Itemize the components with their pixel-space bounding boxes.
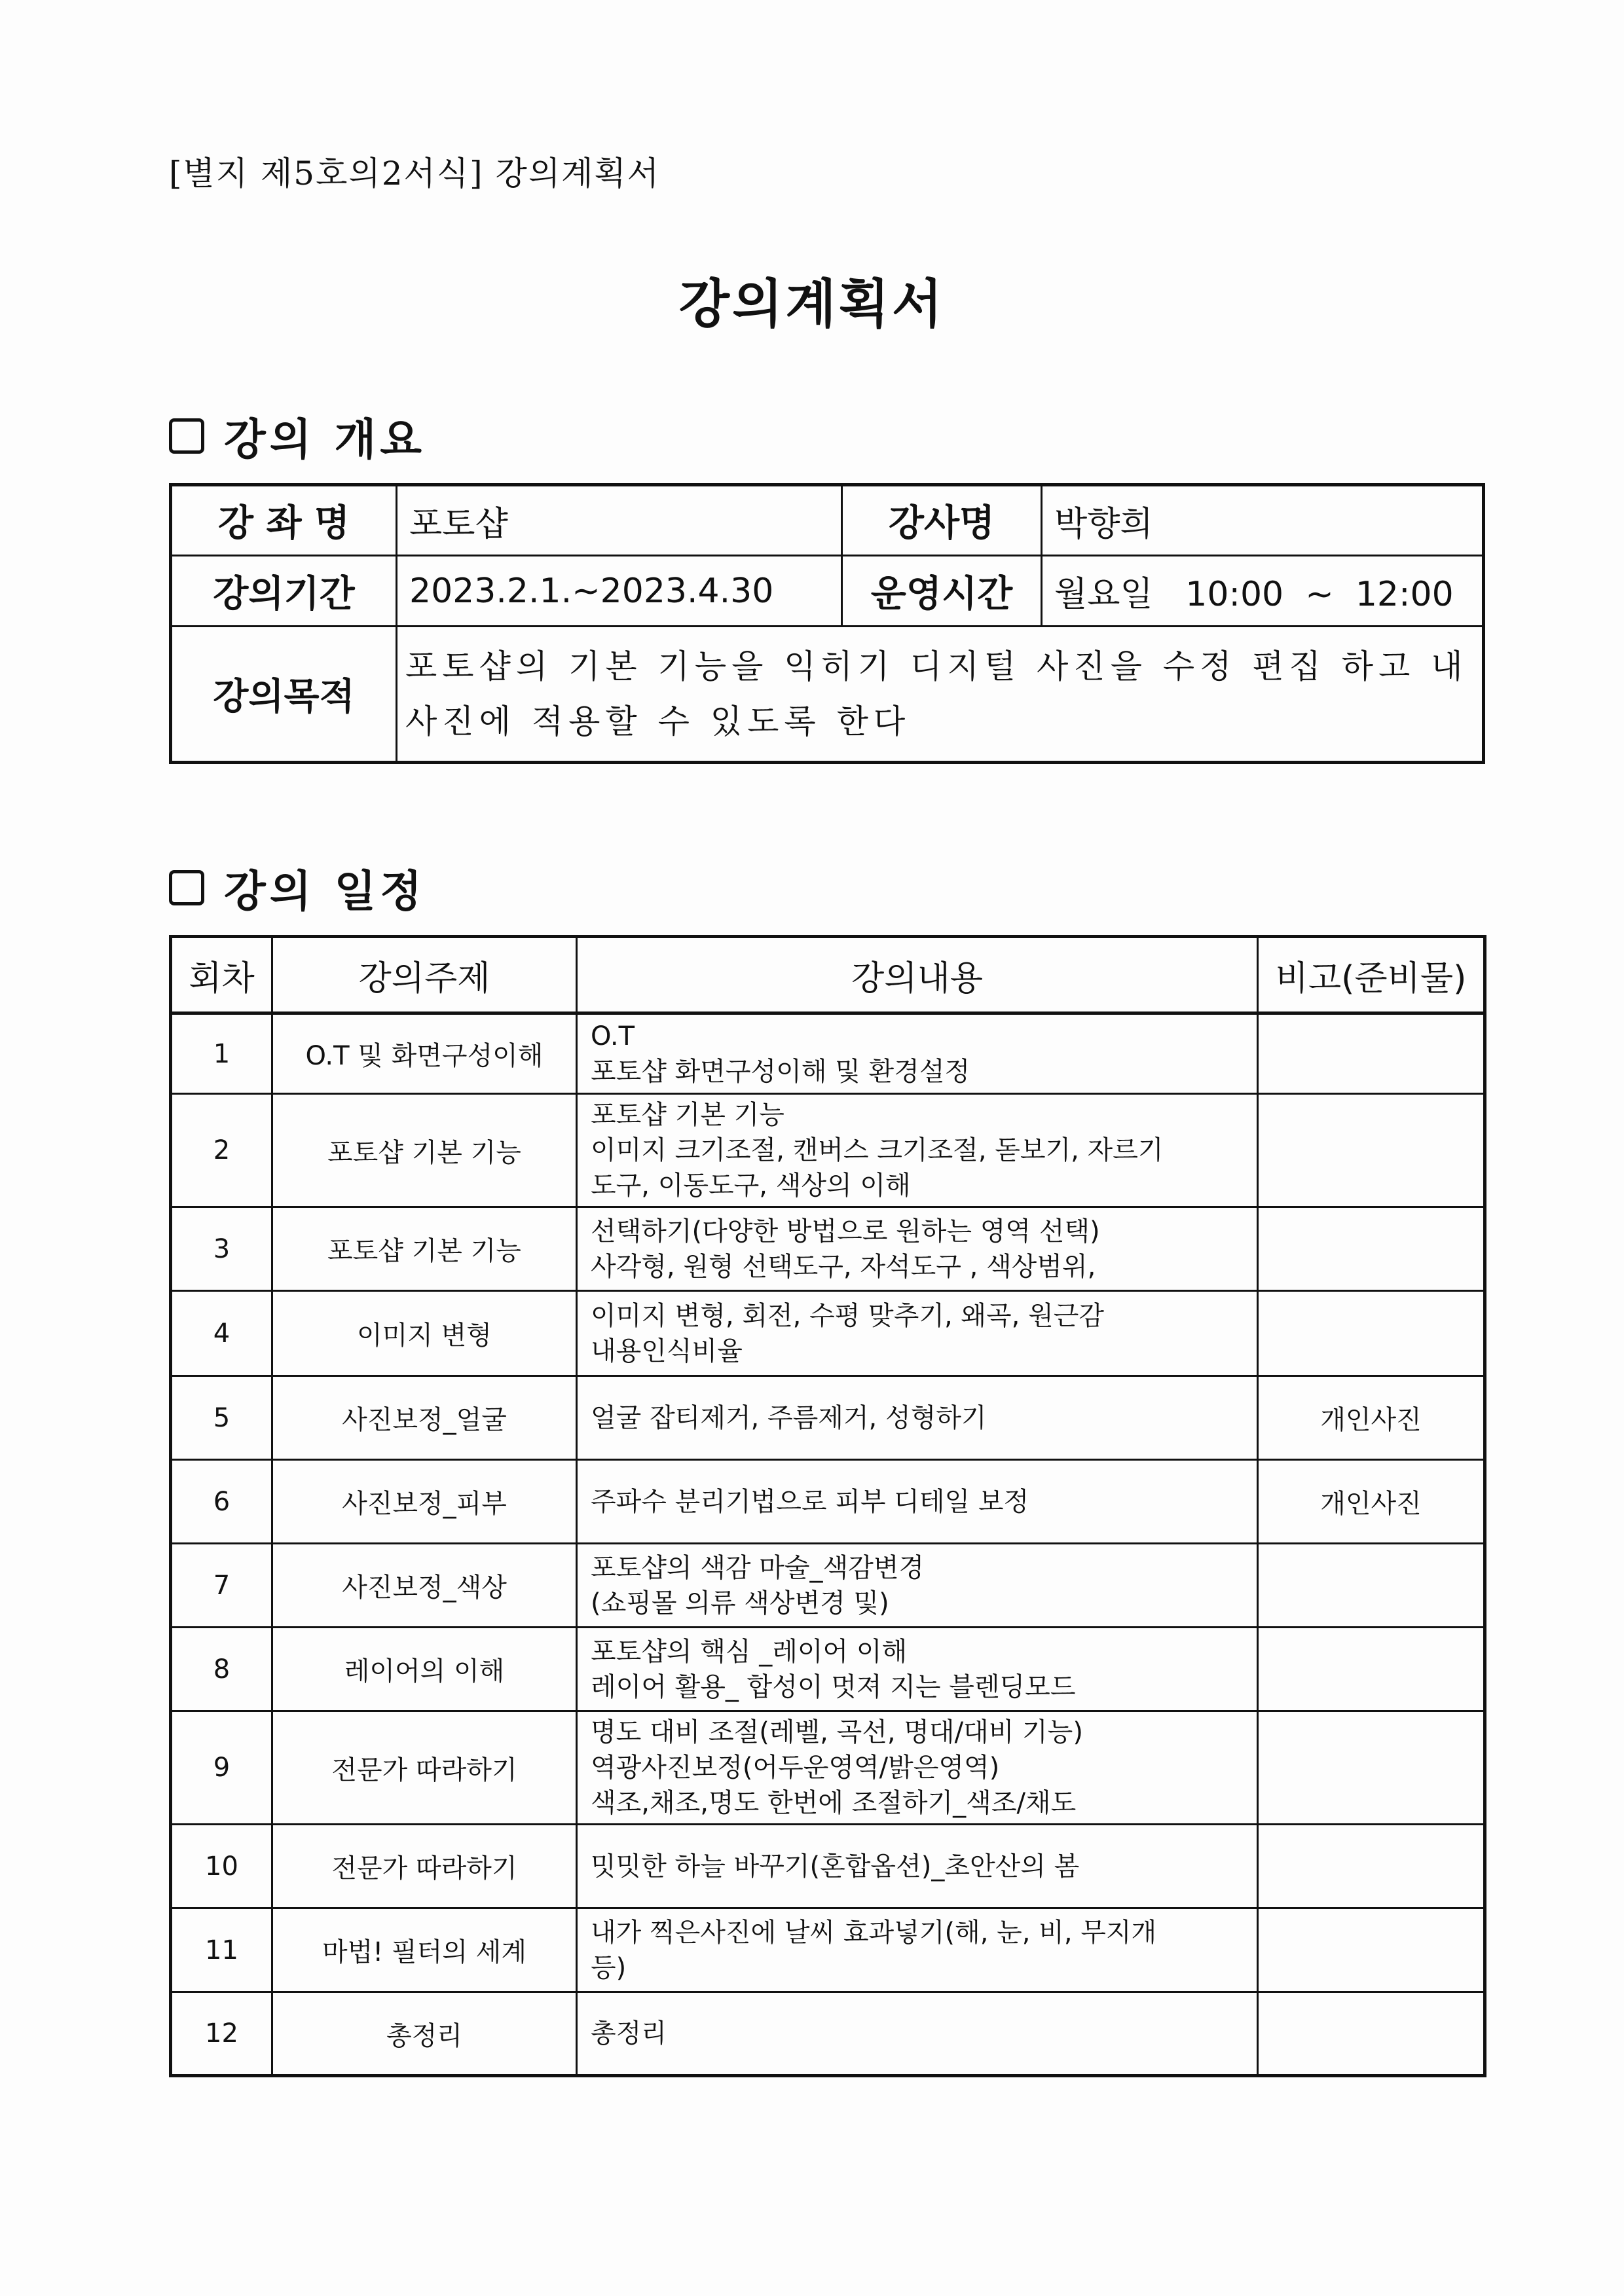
header-topic: 강의주제 bbox=[272, 937, 577, 1013]
table-row bbox=[171, 1544, 1485, 1628]
session-topic: O.T 및 화면구성이해 bbox=[272, 1013, 577, 1094]
overview-row-purpose bbox=[171, 627, 1484, 763]
session-content: 밋밋한 하늘 바꾸기(혼합옵션)_초안산의 봄 bbox=[577, 1825, 1258, 1908]
overview-heading bbox=[169, 405, 426, 467]
session-topic: 레이어의 이해 bbox=[272, 1628, 577, 1711]
schedule-heading-text: 강의 일정 bbox=[224, 866, 426, 917]
session-topic: 전문가 따라하기 bbox=[272, 1825, 577, 1908]
session-note bbox=[1258, 1544, 1485, 1628]
session-number: 11 bbox=[171, 1908, 272, 1992]
session-number: 1 bbox=[171, 1013, 272, 1094]
overview-table bbox=[169, 483, 1485, 764]
instructor-label: 강사명 bbox=[842, 485, 1042, 556]
hours-label: 운영시간 bbox=[842, 556, 1042, 627]
table-row bbox=[171, 1291, 1485, 1376]
table-row bbox=[171, 1376, 1485, 1460]
session-note: 개인사진 bbox=[1258, 1376, 1485, 1460]
session-topic: 이미지 변형 bbox=[272, 1291, 577, 1376]
session-note bbox=[1258, 1908, 1485, 1992]
session-note bbox=[1258, 1094, 1485, 1207]
session-content: 얼굴 잡티제거, 주름제거, 성형하기 bbox=[577, 1376, 1258, 1460]
session-note bbox=[1258, 1628, 1485, 1711]
purpose-label: 강의목적 bbox=[171, 627, 397, 763]
session-topic: 포토샵 기본 기능 bbox=[272, 1094, 577, 1207]
header-content: 강의내용 bbox=[577, 937, 1258, 1013]
session-content: 주파수 분리기법으로 피부 디테일 보정 bbox=[577, 1460, 1258, 1544]
session-number: 7 bbox=[171, 1544, 272, 1628]
instructor-value: 박향희 bbox=[1042, 485, 1484, 556]
session-topic: 포토샵 기본 기능 bbox=[272, 1207, 577, 1291]
session-topic: 사진보정_피부 bbox=[272, 1460, 577, 1544]
table-row bbox=[171, 1628, 1485, 1711]
session-number: 3 bbox=[171, 1207, 272, 1291]
session-content: 내가 찍은사진에 날씨 효과넣기(해, 눈, 비, 무지개 등) bbox=[577, 1908, 1258, 1992]
form-label: [별지 제5호의2서식] 강의계획서 bbox=[169, 155, 661, 192]
period-label: 강의기간 bbox=[171, 556, 397, 627]
session-note bbox=[1258, 1207, 1485, 1291]
schedule-body bbox=[171, 1013, 1485, 2076]
session-number: 9 bbox=[171, 1711, 272, 1825]
table-row bbox=[171, 1711, 1485, 1825]
schedule-table bbox=[169, 935, 1486, 2077]
session-number: 6 bbox=[171, 1460, 272, 1544]
document-title: 강의계획서 bbox=[678, 273, 946, 335]
session-note bbox=[1258, 1825, 1485, 1908]
session-note bbox=[1258, 1711, 1485, 1825]
table-row bbox=[171, 1460, 1485, 1544]
session-topic: 총정리 bbox=[272, 1992, 577, 2076]
period-value: 2023.2.1.~2023.4.30 bbox=[397, 556, 842, 627]
session-topic: 마법! 필터의 세계 bbox=[272, 1908, 577, 1992]
session-topic: 사진보정_색상 bbox=[272, 1544, 577, 1628]
session-number: 2 bbox=[171, 1094, 272, 1207]
session-number: 12 bbox=[171, 1992, 272, 2076]
table-row bbox=[171, 1013, 1485, 1094]
session-number: 4 bbox=[171, 1291, 272, 1376]
table-row bbox=[171, 1094, 1485, 1207]
session-note bbox=[1258, 1013, 1485, 1094]
table-row bbox=[171, 1207, 1485, 1291]
session-note: 개인사진 bbox=[1258, 1460, 1485, 1544]
checkbox-icon bbox=[169, 870, 204, 905]
session-number: 8 bbox=[171, 1628, 272, 1711]
table-row bbox=[171, 1908, 1485, 1992]
session-topic: 사진보정_얼굴 bbox=[272, 1376, 577, 1460]
session-content: O.T 포토샵 화면구성이해 및 환경설정 bbox=[577, 1013, 1258, 1094]
header-note: 비고(준비물) bbox=[1258, 937, 1485, 1013]
table-row bbox=[171, 1992, 1485, 2076]
session-content: 총정리 bbox=[577, 1992, 1258, 2076]
course-name-label: 강 좌 명 bbox=[171, 485, 397, 556]
overview-heading-text: 강의 개요 bbox=[224, 414, 426, 465]
session-content: 포토샵의 색감 마술_색감변경 (쇼핑몰 의류 색상변경 및) bbox=[577, 1544, 1258, 1628]
session-content: 명도 대비 조절(레벨, 곡선, 명대/대비 기능) 역광사진보정(어두운영역/밝은영역) 색조,채조,명도 한번에 조절하기_색조/채도 bbox=[577, 1711, 1258, 1825]
session-content: 포토샵의 핵심 _레이어 이해 레이어 활용_ 합성이 멋져 지는 블렌딩모드 bbox=[577, 1628, 1258, 1711]
session-number: 5 bbox=[171, 1376, 272, 1460]
session-note bbox=[1258, 1992, 1485, 2076]
session-content: 포토샵 기본 기능 이미지 크기조절, 캔버스 크기조절, 돋보기, 자르기 도구, 이동도구, 색상의 이해 bbox=[577, 1094, 1258, 1207]
session-topic: 전문가 따라하기 bbox=[272, 1711, 577, 1825]
checkbox-icon bbox=[169, 418, 204, 454]
session-number: 10 bbox=[171, 1825, 272, 1908]
header-session: 회차 bbox=[171, 937, 272, 1013]
hours-value: 월요일 10:00 ~ 12:00 bbox=[1042, 556, 1484, 627]
session-note bbox=[1258, 1291, 1485, 1376]
purpose-value: 포토샵의 기본 기능을 익히기 디지털 사진을 수정 편집 하고 내 사진에 적용할 수 있도록 한다 bbox=[397, 627, 1484, 763]
table-row bbox=[171, 1825, 1485, 1908]
overview-row-period bbox=[171, 556, 1484, 627]
course-name-value: 포토샵 bbox=[397, 485, 842, 556]
overview-row-course bbox=[171, 485, 1484, 556]
session-content: 선택하기(다양한 방법으로 원하는 영역 선택) 사각형, 원형 선택도구, 자석도구 , 색상범위, bbox=[577, 1207, 1258, 1291]
schedule-heading bbox=[169, 856, 426, 919]
session-content: 이미지 변형, 회전, 수평 맞추기, 왜곡, 원근감 내용인식비율 bbox=[577, 1291, 1258, 1376]
schedule-header-row bbox=[171, 937, 1485, 1013]
